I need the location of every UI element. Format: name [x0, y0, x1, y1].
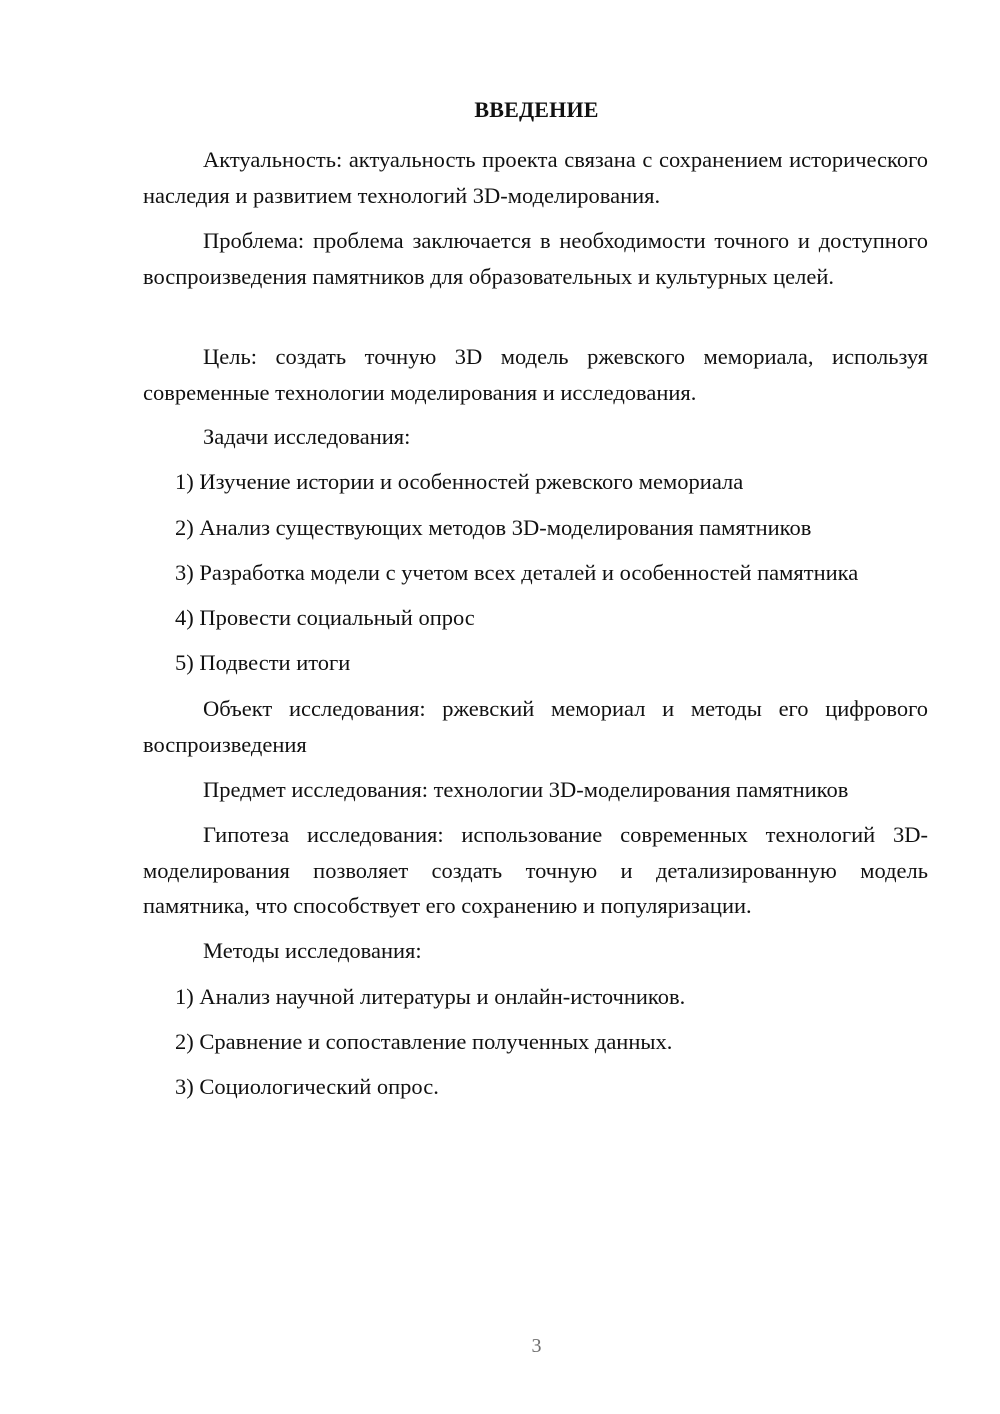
method-item: 3) Социологический опрос.: [175, 1074, 439, 1099]
paragraph-relevance: Актуальность: актуальность проекта связана с сохранением исторического наследия и развитием технологий 3D-моделирования.: [143, 147, 928, 208]
paragraph-object: Объект исследования: ржевский мемориал и методы его цифрового воспроизведения: [143, 696, 928, 757]
task-item: 4) Провести социальный опрос: [175, 605, 475, 630]
paragraph-goal: Цель: создать точную 3D модель ржевского мемориала, используя современные технологии моделирования и исследования.: [143, 344, 928, 405]
paragraph-problem: Проблема: проблема заключается в необходимости точного и доступного воспроизведения памятников для образовательных и культурных целей.: [143, 228, 928, 289]
page-number: 3: [531, 1335, 542, 1357]
task-item: 1) Изучение истории и особенностей ржевского мемориала: [175, 469, 744, 494]
tasks-heading: Задачи исследования:: [203, 424, 411, 449]
method-item: 1) Анализ научной литературы и онлайн-источников.: [175, 984, 686, 1009]
paragraph-hypothesis: Гипотеза исследования: использование современных технологий 3D-моделирования позволяет создать точную и детализированную модель памятника, что способствует его сохранению и популяризации.: [143, 822, 928, 918]
paragraph-subject: Предмет исследования: технологии 3D-моделирования памятников: [203, 777, 849, 802]
methods-heading: Методы исследования:: [203, 938, 422, 963]
task-item: 3) Разработка модели с учетом всех деталей и особенностей памятника: [175, 560, 859, 585]
task-item: 2) Анализ существующих методов 3D-моделирования памятников: [175, 515, 812, 540]
method-item: 2) Сравнение и сопоставление полученных данных.: [175, 1029, 673, 1054]
task-item: 5) Подвести итоги: [175, 650, 351, 675]
page-title: ВВЕДЕНИЕ: [474, 97, 599, 122]
